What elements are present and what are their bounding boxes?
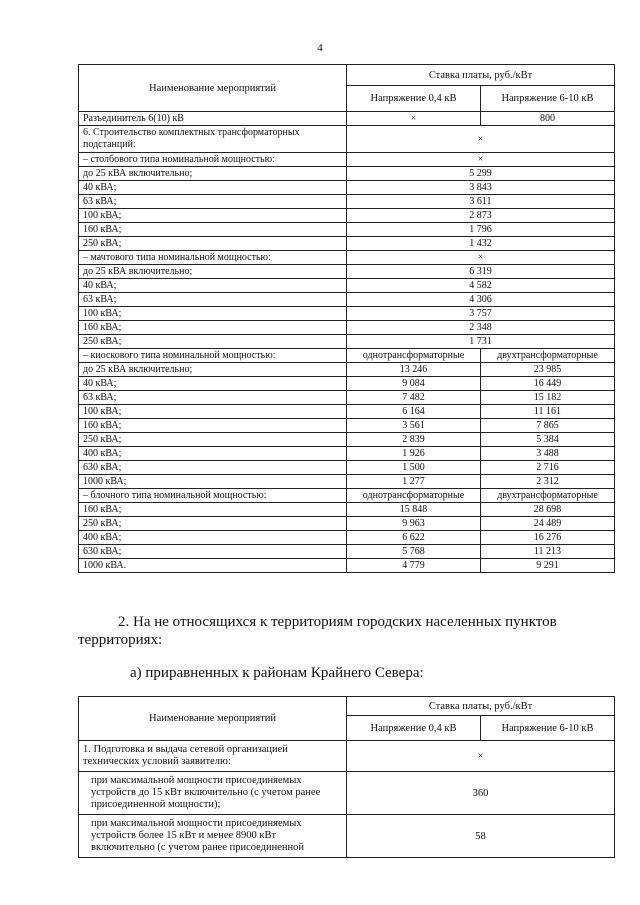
row-label: 250 кВА; — [79, 433, 347, 447]
row-value-double: 11 213 — [481, 545, 615, 559]
row-label: 100 кВА; — [79, 209, 347, 223]
table-row — [79, 335, 615, 349]
group-value: × — [347, 251, 615, 265]
rates-table-urban — [78, 64, 615, 573]
row-label: 1000 кВА. — [79, 559, 347, 573]
table-row — [79, 251, 615, 265]
row-value-double: 9 291 — [481, 559, 615, 573]
row-value: 360 — [347, 772, 615, 815]
group-label: – столбового типа номинальной мощностью: — [79, 153, 347, 167]
row-value-single: 9 084 — [347, 377, 481, 391]
row-label: 250 кВА; — [79, 237, 347, 251]
row-label: 63 кВА; — [79, 195, 347, 209]
row-value: 5 299 — [347, 167, 615, 181]
table-row — [79, 419, 615, 433]
table-row — [79, 391, 615, 405]
table-row — [79, 531, 615, 545]
header-voltage-04: Напряжение 0,4 кВ — [347, 716, 481, 741]
row-label: 40 кВА; — [79, 377, 347, 391]
table-row — [79, 195, 615, 209]
row-label: 400 кВА; — [79, 531, 347, 545]
row-value-double: 2 716 — [481, 461, 615, 475]
group-label: – блочного типа номинальной мощностью: — [79, 489, 347, 503]
table-row — [79, 475, 615, 489]
row-value-double: 15 182 — [481, 391, 615, 405]
row-value-single: 6 164 — [347, 405, 481, 419]
row-value-double: 2 312 — [481, 475, 615, 489]
row-label: 160 кВА; — [79, 503, 347, 517]
table-row — [79, 503, 615, 517]
table-row — [79, 349, 615, 363]
row-label: до 25 кВА включительно; — [79, 167, 347, 181]
table-row — [79, 447, 615, 461]
row-value-double: 24 489 — [481, 517, 615, 531]
row-label: 100 кВА; — [79, 307, 347, 321]
row-value-single: 6 622 — [347, 531, 481, 545]
row-label: 630 кВА; — [79, 461, 347, 475]
row-value-single: 1 277 — [347, 475, 481, 489]
table-row — [79, 489, 615, 503]
row-value: × — [347, 741, 615, 772]
row-label: 1000 кВА; — [79, 475, 347, 489]
header-rate-col: Ставка платы, руб./кВт — [347, 697, 615, 716]
paragraph-2-line-1: 2. На не относящихся к территориям городских населенных пунктов — [118, 614, 557, 630]
row-label: до 25 кВА включительно; — [79, 265, 347, 279]
row-value-double: 11 161 — [481, 405, 615, 419]
row-value-single: 13 246 — [347, 363, 481, 377]
row-label: при максимальной мощности присоединяемых устройств более 15 кВт и менее 8900 кВт включительно (с учетом ранее присоединенной — [79, 815, 347, 858]
row-label: 400 кВА; — [79, 447, 347, 461]
table-row — [79, 377, 615, 391]
row-label: 630 кВА; — [79, 545, 347, 559]
row-value: 2 348 — [347, 321, 615, 335]
row-value-double: 16 276 — [481, 531, 615, 545]
row-value: 3 611 — [347, 195, 615, 209]
group-label: – киоскового типа номинальной мощностью: — [79, 349, 347, 363]
row-value-04: × — [347, 112, 481, 126]
table-row — [79, 363, 615, 377]
row-value-single: 1 500 — [347, 461, 481, 475]
table-row — [79, 461, 615, 475]
subheader-double-transformer: двухтрансформаторные — [481, 349, 615, 363]
row-value-single: 7 482 — [347, 391, 481, 405]
row-value-610: 800 — [481, 112, 615, 126]
table-row — [79, 126, 615, 153]
row-value: 1 796 — [347, 223, 615, 237]
table-row — [79, 153, 615, 167]
page-number: 4 — [317, 42, 323, 54]
row-value-double: 3 488 — [481, 447, 615, 461]
row-value: 3 757 — [347, 307, 615, 321]
header-voltage-610: Напряжение 6-10 кВ — [481, 716, 615, 741]
section-label: 6. Строительство комплектных трансформаторных подстанций: — [79, 126, 347, 153]
row-label: 40 кВА; — [79, 279, 347, 293]
subheader-single-transformer: однотрансформаторные — [347, 349, 481, 363]
table-row — [79, 321, 615, 335]
row-label: 250 кВА; — [79, 335, 347, 349]
table-row — [79, 112, 615, 126]
row-value: 6 319 — [347, 265, 615, 279]
header-name-col: Наименование мероприятий — [79, 697, 347, 741]
table-row — [79, 815, 615, 858]
table-row — [79, 772, 615, 815]
row-label: 160 кВА; — [79, 321, 347, 335]
row-value-single: 3 561 — [347, 419, 481, 433]
paragraph-2-line-2: территориях: — [78, 632, 163, 648]
row-label: при максимальной мощности присоединяемых устройств до 15 кВт включительно (с учетом ранее присоединенной мощности); — [79, 772, 347, 815]
row-label: 160 кВА; — [79, 419, 347, 433]
subheader-single-transformer: однотрансформаторные — [347, 489, 481, 503]
row-label: 40 кВА; — [79, 181, 347, 195]
table-row — [79, 181, 615, 195]
table-row — [79, 167, 615, 181]
row-label: до 25 кВА включительно; — [79, 363, 347, 377]
row-value-single: 4 779 — [347, 559, 481, 573]
section-value: × — [347, 126, 615, 153]
row-label: 160 кВА; — [79, 223, 347, 237]
table-row — [79, 545, 615, 559]
group-label: – мачтового типа номинальной мощностью: — [79, 251, 347, 265]
rates-table-far-north — [78, 696, 615, 858]
row-label: 100 кВА; — [79, 405, 347, 419]
row-value: 58 — [347, 815, 615, 858]
header-voltage-610: Напряжение 6-10 кВ — [481, 86, 615, 112]
subheader-double-transformer: двухтрансформаторные — [481, 489, 615, 503]
group-value: × — [347, 153, 615, 167]
row-label: 250 кВА; — [79, 517, 347, 531]
row-value-single: 15 848 — [347, 503, 481, 517]
row-value-double: 7 865 — [481, 419, 615, 433]
header-voltage-04: Напряжение 0,4 кВ — [347, 86, 481, 112]
table-row — [79, 279, 615, 293]
paragraph-a: а) приравненных к районам Крайнего Севера: — [130, 665, 424, 681]
row-value: 4 582 — [347, 279, 615, 293]
header-name-col: Наименование мероприятий — [79, 65, 347, 112]
table-row — [79, 517, 615, 531]
row-value-double: 16 449 — [481, 377, 615, 391]
row-value: 3 843 — [347, 181, 615, 195]
row-value: 1 731 — [347, 335, 615, 349]
row-value-double: 5 384 — [481, 433, 615, 447]
table-row — [79, 307, 615, 321]
row-value: 4 306 — [347, 293, 615, 307]
table-row — [79, 433, 615, 447]
row-label: 1. Подготовка и выдача сетевой организацией технических условий заявителю: — [79, 741, 347, 772]
row-value-single: 2 839 — [347, 433, 481, 447]
row-value-single: 5 768 — [347, 545, 481, 559]
table-row — [79, 559, 615, 573]
header-rate-col: Ставка платы, руб./кВт — [347, 65, 615, 86]
row-label: 63 кВА; — [79, 293, 347, 307]
row-value: 1 432 — [347, 237, 615, 251]
table-row — [79, 209, 615, 223]
row-value-double: 28 698 — [481, 503, 615, 517]
row-value-single: 1 926 — [347, 447, 481, 461]
row-label: Разъединитель 6(10) кВ — [79, 112, 347, 126]
table-row — [79, 265, 615, 279]
row-value-single: 9 963 — [347, 517, 481, 531]
row-value: 2 873 — [347, 209, 615, 223]
table-row — [79, 741, 615, 772]
table-row — [79, 293, 615, 307]
table-row — [79, 223, 615, 237]
row-label: 63 кВА; — [79, 391, 347, 405]
row-value-double: 23 985 — [481, 363, 615, 377]
table-row — [79, 405, 615, 419]
table-row — [79, 237, 615, 251]
